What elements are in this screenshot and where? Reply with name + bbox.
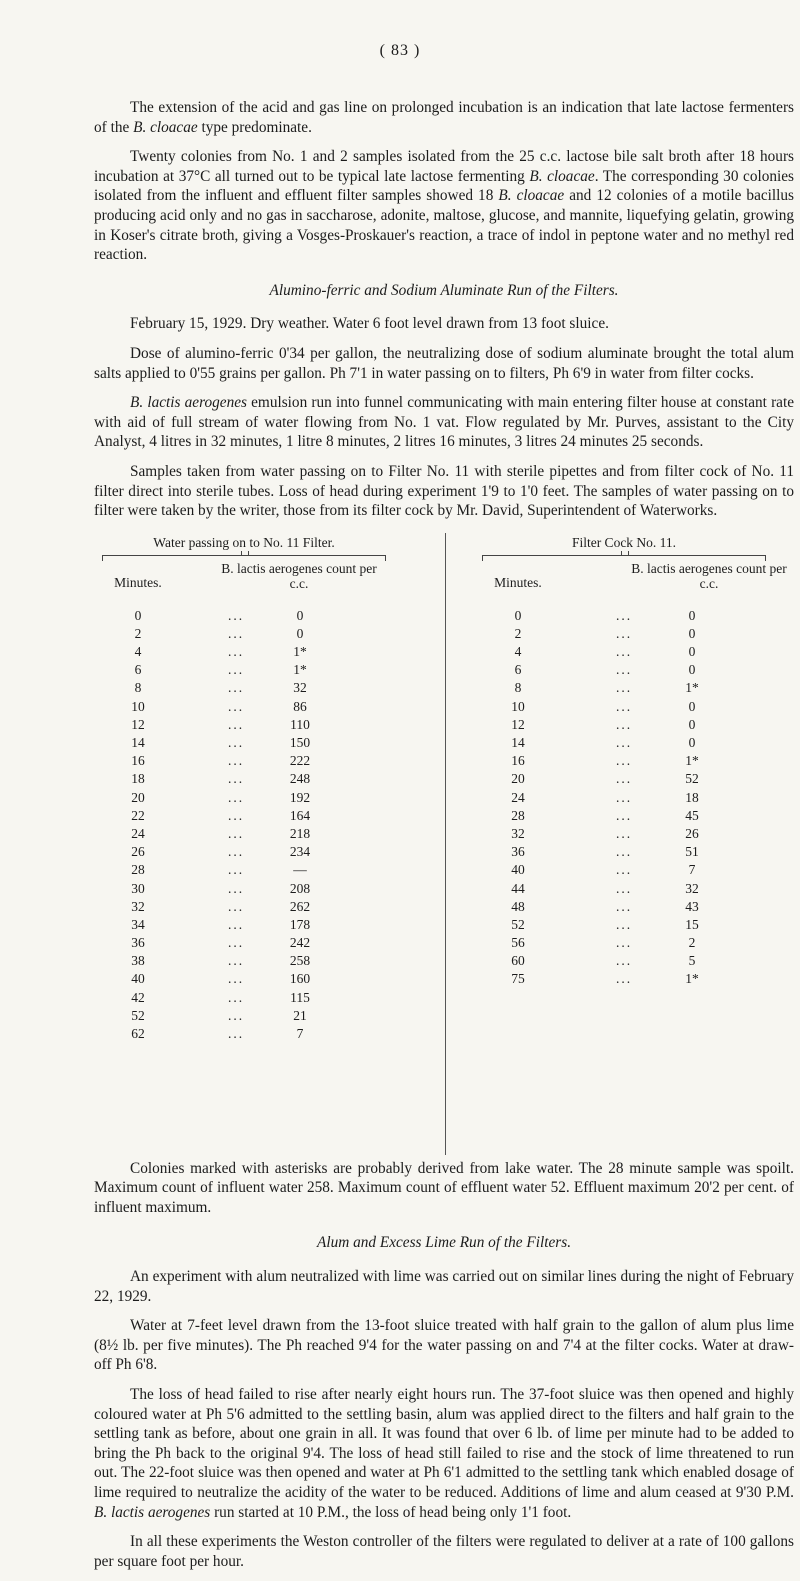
cell-leader-dots: ...	[615, 771, 633, 787]
cell-minutes: 28	[511, 807, 525, 823]
cell-minutes: 20	[511, 771, 525, 787]
cell-minutes: 62	[131, 1026, 145, 1041]
cell-minutes: 2	[134, 625, 142, 641]
table-row	[94, 1007, 394, 1025]
cell-minutes: 24	[511, 789, 525, 805]
column-header-minutes: Minutes.	[114, 574, 162, 590]
cell-count: 2	[688, 935, 696, 951]
table-row	[94, 843, 394, 861]
cell-leader-dots: ...	[227, 1026, 245, 1041]
cell-count: 110	[290, 716, 310, 732]
cell-minutes: 32	[131, 898, 145, 914]
table-row	[94, 679, 394, 697]
table-rows	[94, 607, 394, 1044]
cell-minutes: 10	[511, 698, 525, 714]
cell-minutes: 38	[131, 953, 145, 969]
cell-leader-dots: ...	[615, 662, 633, 678]
cell-minutes: 12	[131, 716, 145, 732]
cell-count: 32	[293, 680, 307, 696]
data-tables	[94, 533, 794, 1149]
cell-count: 115	[290, 989, 310, 1005]
table-rows	[474, 607, 774, 989]
cell-leader-dots: ...	[615, 916, 633, 932]
cell-count: 160	[289, 971, 311, 987]
cell-minutes: 16	[131, 753, 145, 769]
table-row	[474, 716, 774, 734]
cell-leader-dots: ...	[227, 716, 245, 732]
cell-leader-dots: ...	[227, 971, 245, 987]
cell-count: 1*	[293, 662, 307, 678]
table-header	[94, 561, 394, 607]
cell-leader-dots: ...	[615, 825, 633, 841]
table-row	[474, 825, 774, 843]
cell-leader-dots: ...	[227, 771, 245, 787]
cell-leader-dots: ...	[615, 880, 633, 896]
cell-leader-dots: ...	[615, 862, 633, 878]
cell-count: 262	[289, 898, 311, 914]
table-row	[474, 698, 774, 716]
table-divider	[445, 533, 446, 1155]
cell-leader-dots: ...	[227, 807, 245, 823]
cell-count: 218	[289, 825, 311, 841]
page-number: ( 83 )	[379, 42, 421, 59]
paragraph: Twenty colonies from No. 1 and 2 samples isolated from the 25 c.c. lactose bile salt broth after 18 hours incubation at 37°C all turned out to be typical late lactose fermenting B. cloacae. The corresponding 30 colonies isolated from the influent and effluent filter samples showed 18 B. cloacae and 12 colonies of a motile bacillus producing acid only and no gas in saccharose, adonite, maltose, glucose, and mannite, liquefying gelatin, growing in Koser's citrate broth, giving a Vosges-Proskauer's reaction, a trace of indol in peptone water and no methyl red reaction.	[94, 148, 795, 264]
cell-count: 0	[688, 698, 696, 714]
paragraph: Dose of alumino-ferric 0'34 per gallon, the neutralizing dose of sodium aluminate brought the total alum salts applied to 0'55 grains per gallon. Ph 7'1 in water passing on to filters, Ph 6'9 in water from filter cocks.	[94, 344, 794, 382]
cell-minutes: 8	[514, 680, 522, 696]
cell-count: 0	[688, 735, 696, 750]
cell-count: 0	[688, 625, 696, 641]
table-row	[94, 807, 394, 825]
cell-leader-dots: ...	[227, 644, 245, 660]
cell-minutes: 16	[511, 753, 525, 769]
table-header	[474, 560, 787, 607]
cell-leader-dots: ...	[615, 971, 633, 987]
table-row	[94, 789, 394, 807]
cell-leader-dots: ...	[227, 916, 245, 932]
cell-count: 258	[289, 953, 311, 969]
paragraph: Water at 7-feet level drawn from the 13-foot sluice treated with half grain to the gallon of alum plus lime (8½ lb. per five minutes). The Ph reached 9'4 for the water passing on and 7'4 at the filter cocks. Water at draw-off Ph 6'8.	[94, 1317, 794, 1374]
table-row	[94, 734, 394, 752]
cell-minutes: 0	[134, 607, 142, 623]
table-row	[474, 934, 774, 952]
cell-count: 51	[685, 844, 699, 860]
cell-leader-dots: ...	[227, 953, 245, 969]
table-row	[474, 898, 774, 916]
table-row	[474, 607, 774, 625]
paragraph: In all these experiments the Weston controller of the filters were regulated to deliver at a rate of 100 gallons per square foot per hour.	[94, 1533, 794, 1570]
table-row	[94, 989, 394, 1007]
table-title: Filter Cock No. 11.	[571, 534, 677, 550]
cell-minutes: 75	[511, 971, 525, 987]
column-header-count: B. lactis aerogenes count per c.c.	[631, 560, 787, 591]
cell-minutes: 14	[511, 735, 525, 750]
cell-leader-dots: ...	[227, 825, 245, 841]
cell-minutes: 52	[511, 916, 525, 932]
cell-minutes: 20	[131, 789, 145, 805]
cell-leader-dots: ...	[615, 753, 633, 769]
paragraph: The extension of the acid and gas line on prolonged incubation is an indication that late lactose fermenters of the B. cloacae type predominate.	[94, 99, 794, 136]
section-heading-alum-lime: Alum and Excess Lime Run of the Filters.	[316, 1234, 572, 1252]
table-row	[94, 861, 394, 879]
cell-count: 1*	[293, 644, 307, 660]
cell-leader-dots: ...	[615, 898, 633, 914]
cell-count: 21	[293, 1007, 307, 1023]
cell-minutes: 4	[514, 644, 522, 660]
cell-minutes: 26	[131, 844, 145, 860]
cell-leader-dots: ...	[615, 935, 633, 951]
cell-count: 0	[688, 716, 696, 732]
column-header-minutes: Minutes.	[494, 574, 542, 590]
cell-minutes: 6	[134, 662, 142, 678]
cell-leader-dots: ...	[615, 807, 633, 823]
table-row	[474, 789, 774, 807]
cell-leader-dots: ...	[227, 862, 245, 878]
table-effluent	[474, 533, 787, 989]
table-title: Water passing on to No. 11 Filter.	[153, 534, 335, 550]
table-row	[474, 734, 774, 752]
table-row	[94, 898, 394, 916]
cell-minutes: 32	[511, 825, 525, 841]
table-row	[94, 970, 394, 988]
cell-count: 208	[289, 880, 311, 896]
cell-leader-dots: ...	[615, 844, 633, 860]
table-row	[94, 934, 394, 952]
paragraph-after-table: Colonies marked with asterisks are probably derived from lake water. The 28 minute sample was spoilt. Maximum count of influent water 258. Maximum count of effluent water 52. Effluent maximum 20'2 per cent. of influent maximum.	[94, 1159, 794, 1216]
table-row	[474, 880, 774, 898]
top-paragraphs	[94, 98, 794, 265]
cell-count: 1*	[685, 971, 699, 987]
table-row	[94, 825, 394, 843]
cell-count: 86	[293, 698, 307, 714]
table-row	[474, 861, 774, 879]
table-row	[94, 752, 394, 770]
table-row	[474, 916, 774, 934]
table-row	[474, 752, 774, 770]
table-row	[94, 952, 394, 970]
cell-minutes: 56	[511, 935, 525, 951]
table-row	[94, 661, 394, 679]
paragraph: Samples taken from water passing on to Filter No. 11 with sterile pipettes and from filter cock of No. 11 filter direct into sterile tubes. Loss of head during experiment 1'9 to 1'0 feet. The samples of water passing on to filter were taken by the writer, those from its filter cock by Mr. David, Superintendent of Waterworks.	[94, 462, 794, 520]
cell-leader-dots: ...	[227, 844, 245, 860]
cell-count: 43	[685, 898, 699, 914]
cell-count: 26	[685, 825, 699, 841]
bottom-paragraphs	[94, 1267, 794, 1571]
cell-count: 18	[685, 789, 699, 805]
cell-leader-dots: ...	[227, 935, 245, 951]
cell-count: 7	[688, 862, 696, 878]
cell-minutes: 36	[511, 844, 525, 860]
cell-count: 0	[688, 607, 696, 623]
cell-leader-dots: ...	[615, 607, 633, 623]
cell-count: 178	[289, 916, 311, 932]
cell-count: 45	[685, 807, 699, 823]
cell-count: 0	[296, 607, 304, 623]
cell-count: 1*	[685, 753, 699, 769]
cell-minutes: 48	[511, 898, 525, 914]
cell-leader-dots: ...	[227, 880, 245, 896]
cell-count: 234	[289, 844, 311, 860]
table-row	[94, 716, 394, 734]
cell-count: 164	[289, 807, 311, 823]
cell-minutes: 2	[514, 625, 522, 641]
cell-leader-dots: ...	[227, 735, 245, 750]
cell-minutes: 30	[131, 880, 145, 896]
cell-leader-dots: ...	[615, 789, 633, 805]
cell-leader-dots: ...	[615, 625, 633, 641]
cell-count: 32	[685, 880, 699, 896]
cell-leader-dots: ...	[227, 753, 245, 769]
cell-leader-dots: ...	[615, 698, 633, 714]
table-row	[474, 625, 774, 643]
column-header-count: B. lactis aerogenes count per c.c.	[221, 560, 377, 591]
cell-count: 0	[688, 644, 696, 660]
cell-count: 0	[296, 625, 304, 641]
cell-minutes: 6	[514, 662, 522, 678]
cell-leader-dots: ...	[615, 716, 633, 732]
cell-count: —	[293, 862, 307, 878]
cell-leader-dots: ...	[227, 898, 245, 914]
table-row	[94, 770, 394, 788]
cell-count: 150	[289, 735, 311, 750]
cell-minutes: 0	[514, 607, 522, 623]
cell-count: 52	[685, 771, 699, 787]
cell-leader-dots: ...	[227, 662, 245, 678]
table-row	[474, 843, 774, 861]
cell-minutes: 10	[131, 698, 145, 714]
table-row	[94, 880, 394, 898]
cell-leader-dots: ...	[227, 698, 245, 714]
table-row	[474, 661, 774, 679]
cell-minutes: 22	[131, 807, 145, 823]
cell-count: 0	[688, 662, 696, 678]
table-brace	[102, 551, 386, 561]
table-row	[94, 643, 394, 661]
cell-leader-dots: ...	[615, 735, 633, 750]
cell-minutes: 42	[131, 989, 145, 1005]
table-row	[94, 698, 394, 716]
cell-count: 222	[289, 753, 311, 769]
table-row	[474, 807, 774, 825]
table-row	[94, 1025, 394, 1043]
paragraph: An experiment with alum neutralized with lime was carried out on similar lines during the night of February 22, 1929.	[94, 1268, 794, 1305]
table-row	[474, 952, 774, 970]
cell-leader-dots: ...	[615, 680, 633, 696]
cell-minutes: 40	[511, 862, 525, 878]
table-influent	[94, 533, 394, 1044]
cell-minutes: 36	[131, 935, 145, 951]
cell-leader-dots: ...	[227, 607, 245, 623]
cell-minutes: 24	[131, 825, 145, 841]
paragraph: The loss of head failed to rise after nearly eight hours run. The 37-foot sluice was then opened and highly coloured water at Ph 5'6 admitted to the settling basin, alum was applied direct to the filters and half grain to the settling tank as before, about one grain in all. It was found that over 6 lb. of lime per minute had to be added to bring the Ph back to the original 9'4. The loss of head still failed to rise and the stock of lime threatened to run out. The 22-foot sluice was then opened and water at Ph 6'1 admitted to the settling tank which enabled dosage of lime required to neutralize the acidity of the water to be reduced. Additions of lime and alum ceased at 9'30 P.M. B. lactis aerogenes run started at 10 P.M., the loss of head being only 1'1 foot.	[94, 1386, 794, 1521]
cell-count: 248	[289, 771, 311, 787]
cell-minutes: 40	[131, 971, 145, 987]
table-row	[474, 679, 774, 697]
table-row	[474, 643, 774, 661]
cell-minutes: 44	[511, 880, 525, 896]
cell-minutes: 60	[511, 953, 525, 969]
cell-minutes: 52	[131, 1007, 145, 1023]
cell-leader-dots: ...	[615, 644, 633, 660]
table-brace	[482, 551, 766, 561]
paragraph: February 15, 1929. Dry weather. Water 6 foot level drawn from 13 foot sluice.	[130, 315, 609, 333]
cell-leader-dots: ...	[227, 680, 245, 696]
cell-count: 15	[685, 916, 699, 932]
cell-count: 5	[688, 953, 696, 969]
table-row	[94, 625, 394, 643]
mid-paragraphs	[94, 314, 794, 520]
table-row	[474, 770, 774, 788]
cell-count: 7	[296, 1026, 304, 1041]
cell-leader-dots: ...	[227, 625, 245, 641]
cell-count: 192	[289, 789, 311, 805]
cell-minutes: 34	[131, 916, 145, 932]
cell-minutes: 12	[511, 716, 525, 732]
cell-count: 1*	[685, 680, 699, 696]
cell-minutes: 4	[134, 644, 142, 660]
table-row	[474, 970, 774, 988]
paragraph: B. lactis aerogenes emulsion run into funnel communicating with main entering filter house at constant rate with aid of full stream of water flowing from No. 1 vat. Flow regulated by Mr. Purves, assistant to the City Analyst, 4 litres in 32 minutes, 1 litre 8 minutes, 2 litres 16 minutes, 3 litres 24 minutes 25 seconds.	[94, 394, 794, 451]
cell-minutes: 8	[134, 680, 142, 696]
document-body	[94, 98, 794, 1581]
table-row	[94, 916, 394, 934]
cell-leader-dots: ...	[615, 953, 633, 969]
cell-leader-dots: ...	[227, 789, 245, 805]
section-heading-alumino-ferric: Alumino-ferric and Sodium Aluminate Run of the Filters.	[269, 281, 619, 299]
cell-minutes: 28	[131, 862, 145, 878]
cell-leader-dots: ...	[227, 989, 245, 1005]
cell-count: 242	[289, 935, 311, 951]
cell-leader-dots: ...	[227, 1007, 245, 1023]
cell-minutes: 14	[131, 735, 145, 750]
table-row	[94, 607, 394, 625]
cell-minutes: 18	[131, 771, 145, 787]
